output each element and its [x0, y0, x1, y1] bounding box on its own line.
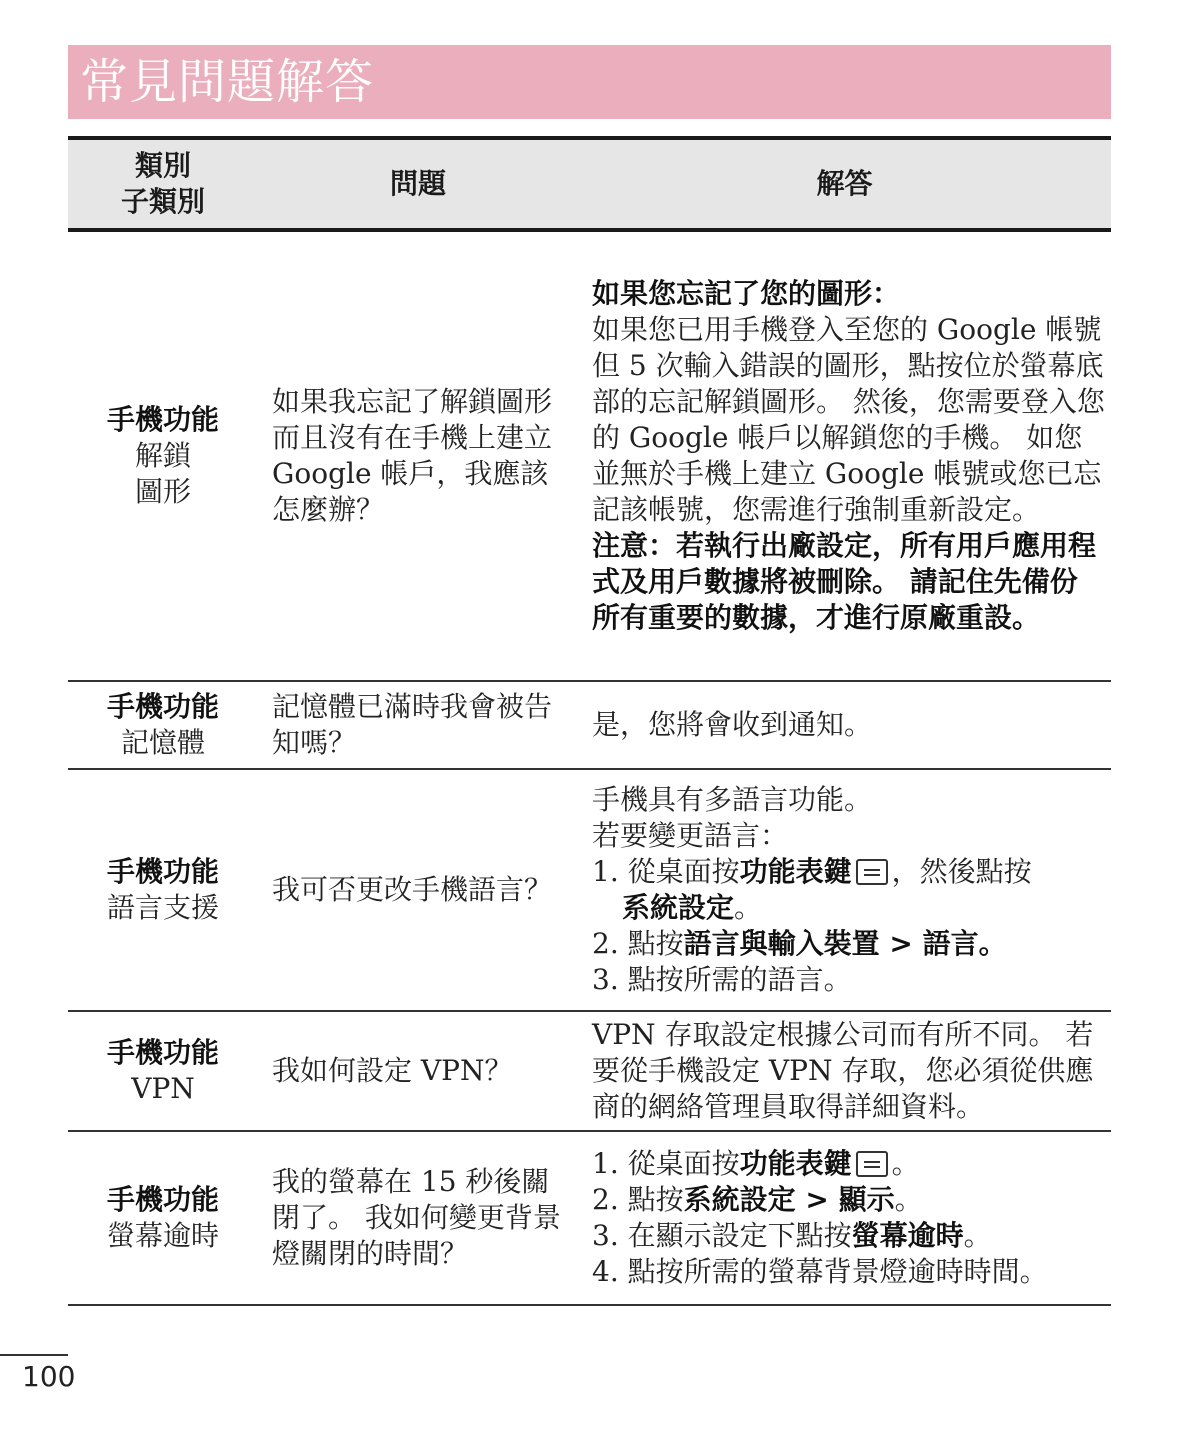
step-2-prefix: 2. 點按: [592, 1183, 684, 1216]
step-3: 3. 點按所需的語言。: [592, 963, 852, 996]
step-1-cont-suffix: 。: [734, 891, 763, 924]
step-2-bold: 系統設定 > 顯示: [683, 1183, 895, 1216]
answer-body: 如果您已用手機登入至您的 Google 帳號但 5 次輸入錯誤的圖形，點按位於螢幕底部的忘記解鎖圖形。 然後，您需要登入您的 Google 帳戶以解鎖您的手機。 如您並無於手機上建立 Google 帳號或您已忘記該帳號，您需進行強制重新設定。: [592, 313, 1105, 526]
step-2-prefix: 2. 點按: [592, 927, 684, 960]
header-question: 問題: [258, 138, 578, 230]
answer-cell: [578, 769, 1111, 1011]
answer-line: 若要變更語言：: [592, 819, 789, 852]
step-1-suffix: 。: [891, 1147, 920, 1180]
step-1: [592, 854, 1105, 890]
step-3-bold: 螢幕逾時: [851, 1219, 964, 1252]
question-cell: [258, 230, 578, 681]
question-text: 我的螢幕在 15 秒後關閉了。 我如何變更背景燈關閉的時間？: [272, 1165, 561, 1270]
title-bar: [68, 45, 1111, 119]
category-label: 手機功能: [106, 1036, 219, 1069]
category-label: 手機功能: [106, 1183, 219, 1216]
category-label: 手機功能: [106, 690, 219, 723]
step-1-prefix: 1. 從桌面按: [592, 855, 740, 888]
header-answer: 解答: [578, 138, 1111, 230]
page-title: 常見問題解答: [80, 54, 375, 110]
table-row: [68, 230, 1111, 681]
question-cell: [258, 769, 578, 1011]
subcategory-label: VPN: [131, 1072, 195, 1105]
step-2-bold: 語言與輸入裝置 > 語言。: [683, 927, 1007, 960]
step-1-bold: 功能表鍵: [739, 1147, 852, 1180]
step-3: [592, 1218, 1105, 1254]
step-4: 4. 點按所需的螢幕背景燈逾時時間。: [592, 1255, 1048, 1288]
header-subcategory-label: 子類別: [120, 185, 205, 218]
table-row: [68, 1011, 1111, 1131]
faq-table: [68, 136, 1111, 1306]
category-label: 手機功能: [106, 403, 219, 436]
answer-cell: [578, 230, 1111, 681]
subcategory-label: 解鎖: [134, 439, 191, 472]
table-row: [68, 681, 1111, 769]
step-1-suffix: ，然後點按: [891, 855, 1032, 888]
answer-line: 手機具有多語言功能。: [592, 783, 873, 816]
category-label: 手機功能: [106, 855, 219, 888]
subcategory-label: 記憶體: [120, 726, 205, 759]
header-row: [68, 138, 1111, 230]
category-cell: [68, 681, 258, 769]
step-1: [592, 1146, 1105, 1182]
answer-text: VPN 存取設定根據公司而有所不同。 若要從手機設定 VPN 存取，您必須從供應商的網絡管理員取得詳細資料。: [592, 1018, 1094, 1123]
step-2: [592, 1182, 1105, 1218]
question-text: 我可否更改手機語言？: [272, 873, 553, 906]
step-1-continued: [592, 890, 1105, 926]
question-text: 如果我忘記了解鎖圖形而且沒有在手機上建立 Google 帳戶，我應該怎麼辦？: [272, 385, 553, 526]
step-2-suffix: 。: [894, 1183, 923, 1216]
answer-cell: [578, 1131, 1111, 1305]
answer-heading: 如果您忘記了您的圖形：: [592, 277, 901, 310]
question-text: 我如何設定 VPN？: [272, 1054, 513, 1087]
step-2: [592, 926, 1105, 962]
step-1-bold: 功能表鍵: [739, 855, 852, 888]
step-3-prefix: 3. 在顯示設定下點按: [592, 1219, 852, 1252]
table-row: [68, 1131, 1111, 1305]
question-cell: [258, 1131, 578, 1305]
category-cell: [68, 1011, 258, 1131]
table-row: [68, 769, 1111, 1011]
question-text: 記憶體已滿時我會被告知嗎？: [272, 690, 553, 759]
question-cell: [258, 1011, 578, 1131]
step-1-prefix: 1. 從桌面按: [592, 1147, 740, 1180]
header-category: [68, 138, 258, 230]
answer-cell: [578, 681, 1111, 769]
step-3-suffix: 。: [963, 1219, 992, 1252]
page-number: 100: [22, 1360, 76, 1393]
answer-note: 注意：若執行出廠設定，所有用戶應用程式及用戶數據將被刪除。 請記住先備份所有重要的數據，才進行原廠重設。: [592, 529, 1097, 634]
category-cell: [68, 769, 258, 1011]
menu-key-icon: [856, 859, 888, 885]
menu-key-icon: [856, 1151, 888, 1177]
header-category-label: 類別: [134, 149, 191, 182]
category-cell: [68, 1131, 258, 1305]
answer-text: 是，您將會收到通知。: [592, 708, 873, 741]
subcategory-label: 語言支援: [106, 891, 219, 924]
answer-cell: [578, 1011, 1111, 1131]
step-1-cont-bold: 系統設定: [622, 891, 735, 924]
page-number-rule: [0, 1354, 68, 1356]
category-cell: [68, 230, 258, 681]
subcategory-label: 圖形: [134, 475, 191, 508]
question-cell: [258, 681, 578, 769]
subcategory-label: 螢幕逾時: [106, 1219, 219, 1252]
